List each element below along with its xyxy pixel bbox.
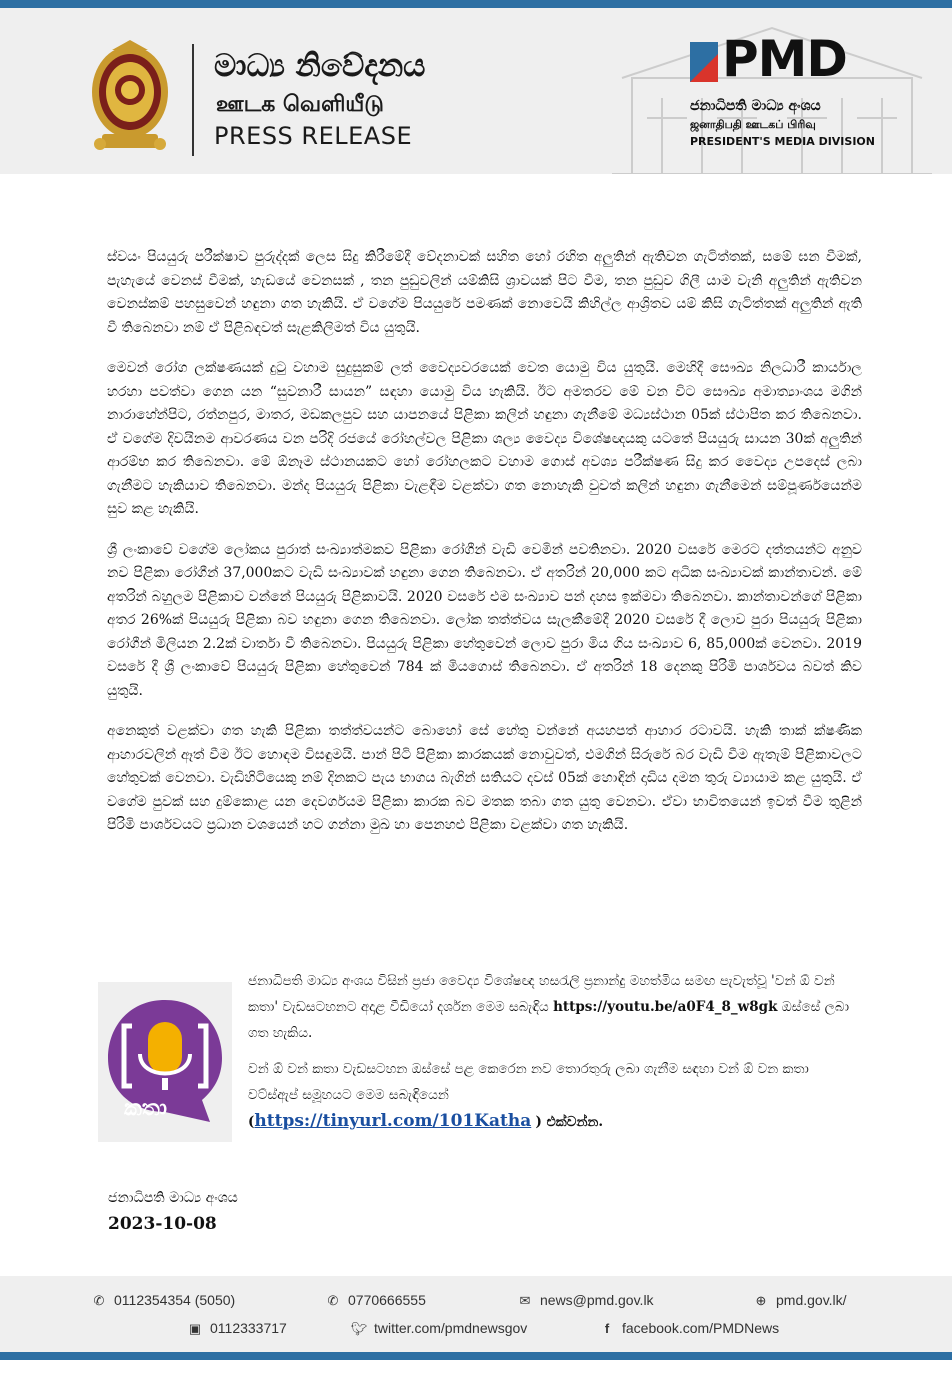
katha-info	[248, 968, 862, 1145]
bottom-border	[0, 1352, 952, 1360]
paragraph-prevention: අනෙකුත් වළක්වා ගත හැකි පිළිකා තත්ත්වයන්ට බොහෝ සේ හේතු වන්නේ අයහපත් ආහාර රටාවයි. හැකි තාක් ක්ෂණික ආහාරවලින් ඈත් වීම ඊට හොඳම විසඳුමයි. පාන් පිටි පිළිකා කාරකයක් නොවුවත්, එමගින් සිරුරේ බර වැඩි වීම ඇතැම් පිළිකාවලට හේතුවක් වෙනවා. වැඩිහිටියෙකු නම් දිනකට පැය භාගය බැගින් සතියට දවස් 05ක් හොඳින් දාඩිය දමන තුරු ව්‍යායාම කළ යුතුයි. ඒ වගේම පුවක් සහ දුම්කොළ යන දෙවර්ගයම පිළිකා කාරක බව මතක තබා ගත යුතු වෙනවා. ඒවා භාවිතයෙන් ඉවත් වීම තුළින් පිරිමි පාර්ශවයට ප්‍රධාන වශයෙන් හට ගන්නා මුඛ හා පෙනහළු පිළිකා වළක්වා ගත හැකියි.	[107, 723, 862, 833]
phone-icon: ✆	[93, 1293, 105, 1308]
katha-group-note	[248, 1056, 862, 1135]
katha-video-suffix: ඔස්සේ ලබා ගත හැකිය.	[248, 999, 850, 1041]
envelope-icon: ✉	[519, 1293, 531, 1308]
video-link[interactable]: https://youtu.be/a0F4_8_w8gk	[553, 999, 778, 1015]
globe-icon: ⊕	[755, 1293, 767, 1308]
katha-logo-text: කතා	[124, 1096, 167, 1121]
press-release-body	[107, 246, 862, 855]
org-name-sinhala: ජනාධිපති මාධ්‍ය අංශය	[690, 98, 821, 114]
web-text[interactable]: pmd.gov.lk/	[776, 1292, 847, 1308]
header-divider	[192, 44, 194, 156]
footer-phone1	[90, 1292, 235, 1309]
paragraph-statistics: ශ්‍රී ලංකාවේ වගේම ලෝකය පුරාත් සංඛ්‍යාත්මකව පිළිකා රෝගීන් වැඩි වෙමින් පවතිනවා. 2020 වසරේ මෙරට දත්තයන්ට අනුව නව පිළිකා රෝගීන් 37,000කට වැඩි සංඛ්‍යාවක් හඳුනා ගෙන තිබෙනවා. ඒ අතරින් 20,000 කට අධික සංඛ්‍යාවක් කාන්තාවන්. මේ අතරින් බහුලම පිළිකාව වන්නේ පියයුරු පිළිකාවයි. 2020 වසරේ එම සංඛ්‍යාව පන් දහස ඉක්මවා තිබෙනවා. කාන්තාවන්ගේ පිළිකා අතර 26%ක් පියයුරු පිළිකා බව හඳුනා ගෙන තිබෙනවා. ලෝක තත්ත්වය සැලකීමේදී 2020 වසරේ දී ලොව පුරා පියයුරු පිළිකා රෝගීන් මිලියන 2.2ක් වාර්තා වී තිබෙනවා. පියයුරු පිළිකා හේතුවෙන් ලොව පුරා මිය ගිය සංඛ්‍යාව 6, 85,000ක් වෙනවා. 2019 වසරේ දී ශ්‍රී ලංකාවේ පියයුරු පිළිකා හේතුවෙන් 784 ක් මියගොස් තිබෙනවා. ඒ අතරින් 18 දෙනකු පිරිමි පාර්ශවය බවත් කිව යුතුයි.	[107, 541, 862, 699]
group-link-suffix: ) එක්වන්න.	[535, 1114, 604, 1130]
katha-whatsapp-text: වන් ඕ වන් කතා වැඩසටහන ඔස්සේ පළ කෙරෙන නව තොරතුරු ලබා ගැනීම සඳහා වන් ඕ වන කතා වට්ස්ඇප් සමූහයට මෙම සබැඳියෙන්	[248, 1061, 809, 1103]
title-sinhala: මාධ්‍ය නිවේදනය	[214, 48, 426, 84]
phone-icon: ✆	[327, 1293, 339, 1308]
footer-web	[752, 1292, 847, 1309]
footer-facebook	[598, 1320, 779, 1336]
phone2-text[interactable]: 0770666555	[348, 1292, 426, 1308]
org-name-tamil: ஜனாதிபதி ஊடகப் பிரிவு	[690, 118, 816, 131]
contact-footer	[0, 1276, 952, 1352]
katha-video-note	[248, 968, 862, 1046]
footer-fax	[186, 1320, 287, 1337]
whatsapp-group-link[interactable]: https://tinyurl.com/101Katha	[254, 1111, 532, 1131]
footer-phone2	[324, 1292, 426, 1309]
pmd-logo-text: PMD	[722, 30, 847, 88]
group-link-open-paren: (	[248, 1114, 255, 1130]
fax-icon: ▣	[188, 1321, 202, 1336]
katha-logo	[98, 982, 232, 1142]
katha-video-text: ජනාධිපති මාධ්‍ය අංශය විසින් ප්‍රජා වෛද්‍ය විශේෂඥ හසරැලි ප්‍රනාන්දු මහත්මිය සමඟ පැවැත්වූ 'වන් ඕ වන් කතා' වැඩසටහනට අදාළ වීඩියෝ දර්ශන මෙම සබැඳිය	[248, 973, 835, 1015]
org-name-english: PRESIDENT'S MEDIA DIVISION	[690, 135, 875, 148]
signoff-name: ජනාධිපති මාධ්‍ය අංශය	[108, 1190, 238, 1206]
facebook-icon: f	[604, 1321, 610, 1336]
pmd-logo-mark	[690, 42, 718, 82]
paragraph-clinics: මෙවන් රෝග ලක්ෂණයක් දුටු වහාම සුදුසුකම් ලත් වෛද්‍යවරයෙක් වෙත යොමු විය යුතුයි. මෙහිදී සෞඛ්‍ය නිලධාරී කාර්යාල හරහා පවත්වා ගෙන යන “සුවනාරී සායන” සඳහා යොමු විය හැකියි. ඊට අමතරව මේ වන විට සෞඛ්‍ය අමාත්‍යාංශය මගින් නාරාහේන්පිට, රත්නපුර, මාතර, මඩකලපුව සහ යාපනයේ පිළිකා කලින් හඳුනා ගැනීමේ මධ්‍යස්ථාන 05ක් ස්ථාපිත කර තිබෙනවා. ඒ වගේම දිවයිනම ආවරණය වන පරිදි රජයේ රෝහල්වල පිළිකා ශල්‍ය වෛද්‍ය විශේෂඥයකු යටතේ පියයුරු සායන 30ක් අලුතින් ආරම්භ කර තිබෙනවා. මේ ඕනෑම ස්ථානයකට හෝ රෝහලකට වහාම ගොස් අවශ්‍ය පරීක්ෂණ සිදු කර වෛද්‍ය උපදෙස් ලබා ගැනීමට හැකියාව තිබෙනවා. මන්ද පියයුරු පිළිකා වැළඳීම වළක්වා ගත නොහැකි වුවත් කලින් හඳුනා ගැනීමෙන් සම්පූර්ණයෙන්ම සුව කළ හැකියි.	[107, 360, 862, 517]
letterhead	[0, 8, 952, 174]
footer-twitter	[350, 1320, 527, 1337]
twitter-icon: 🐦︎	[350, 1321, 368, 1336]
top-border	[0, 0, 952, 8]
release-date: 2023-10-08	[108, 1214, 217, 1234]
phone1-text[interactable]: 0112354354 (5050)	[114, 1292, 236, 1308]
facebook-text[interactable]: facebook.com/PMDNews	[622, 1320, 780, 1336]
fax-text: 0112333717	[210, 1320, 287, 1336]
paragraph-self-exam: ස්වයං පියයුරු පරීක්ෂාව පුරුද්දක් ලෙස සිදු කිරීමේදී වේදනාවක් සහිත හෝ රහිත අලුතින් ඇතිවන ගැටිත්තක්, සමේ ඝන වීමක්, පැහැයේ වෙනස් වීමක්, හැඩයේ වෙනසක් , තන පුඩුවලින් යම්කිසි ශ්‍රාවයක් පිට වීම, තන පුඩුව ගිලී යාම වැනි අලුතින් ඇතිවන වෙනස්කම් පහසුවෙන් හඳුනා ගත හැකියි. ඒ වගේම පියයුරේ පමණක් නොවෙයි කිහිල්ල ආශ්‍රිතව යම් කිසි ගැටිත්තක් අලුතින් ඇති වී තිබෙනවා නම් ඒ පිළිබඳවත් සැළකිලිමත් විය යුතුයි.	[107, 249, 862, 336]
email-text[interactable]: news@pmd.gov.lk	[540, 1292, 654, 1308]
state-emblem-logo	[88, 38, 172, 156]
title-tamil: ஊடக வெளியீடு	[216, 92, 384, 117]
twitter-text[interactable]: twitter.com/pmdnewsgov	[374, 1320, 528, 1336]
footer-email	[516, 1292, 654, 1309]
title-english: PRESS RELEASE	[214, 122, 413, 150]
